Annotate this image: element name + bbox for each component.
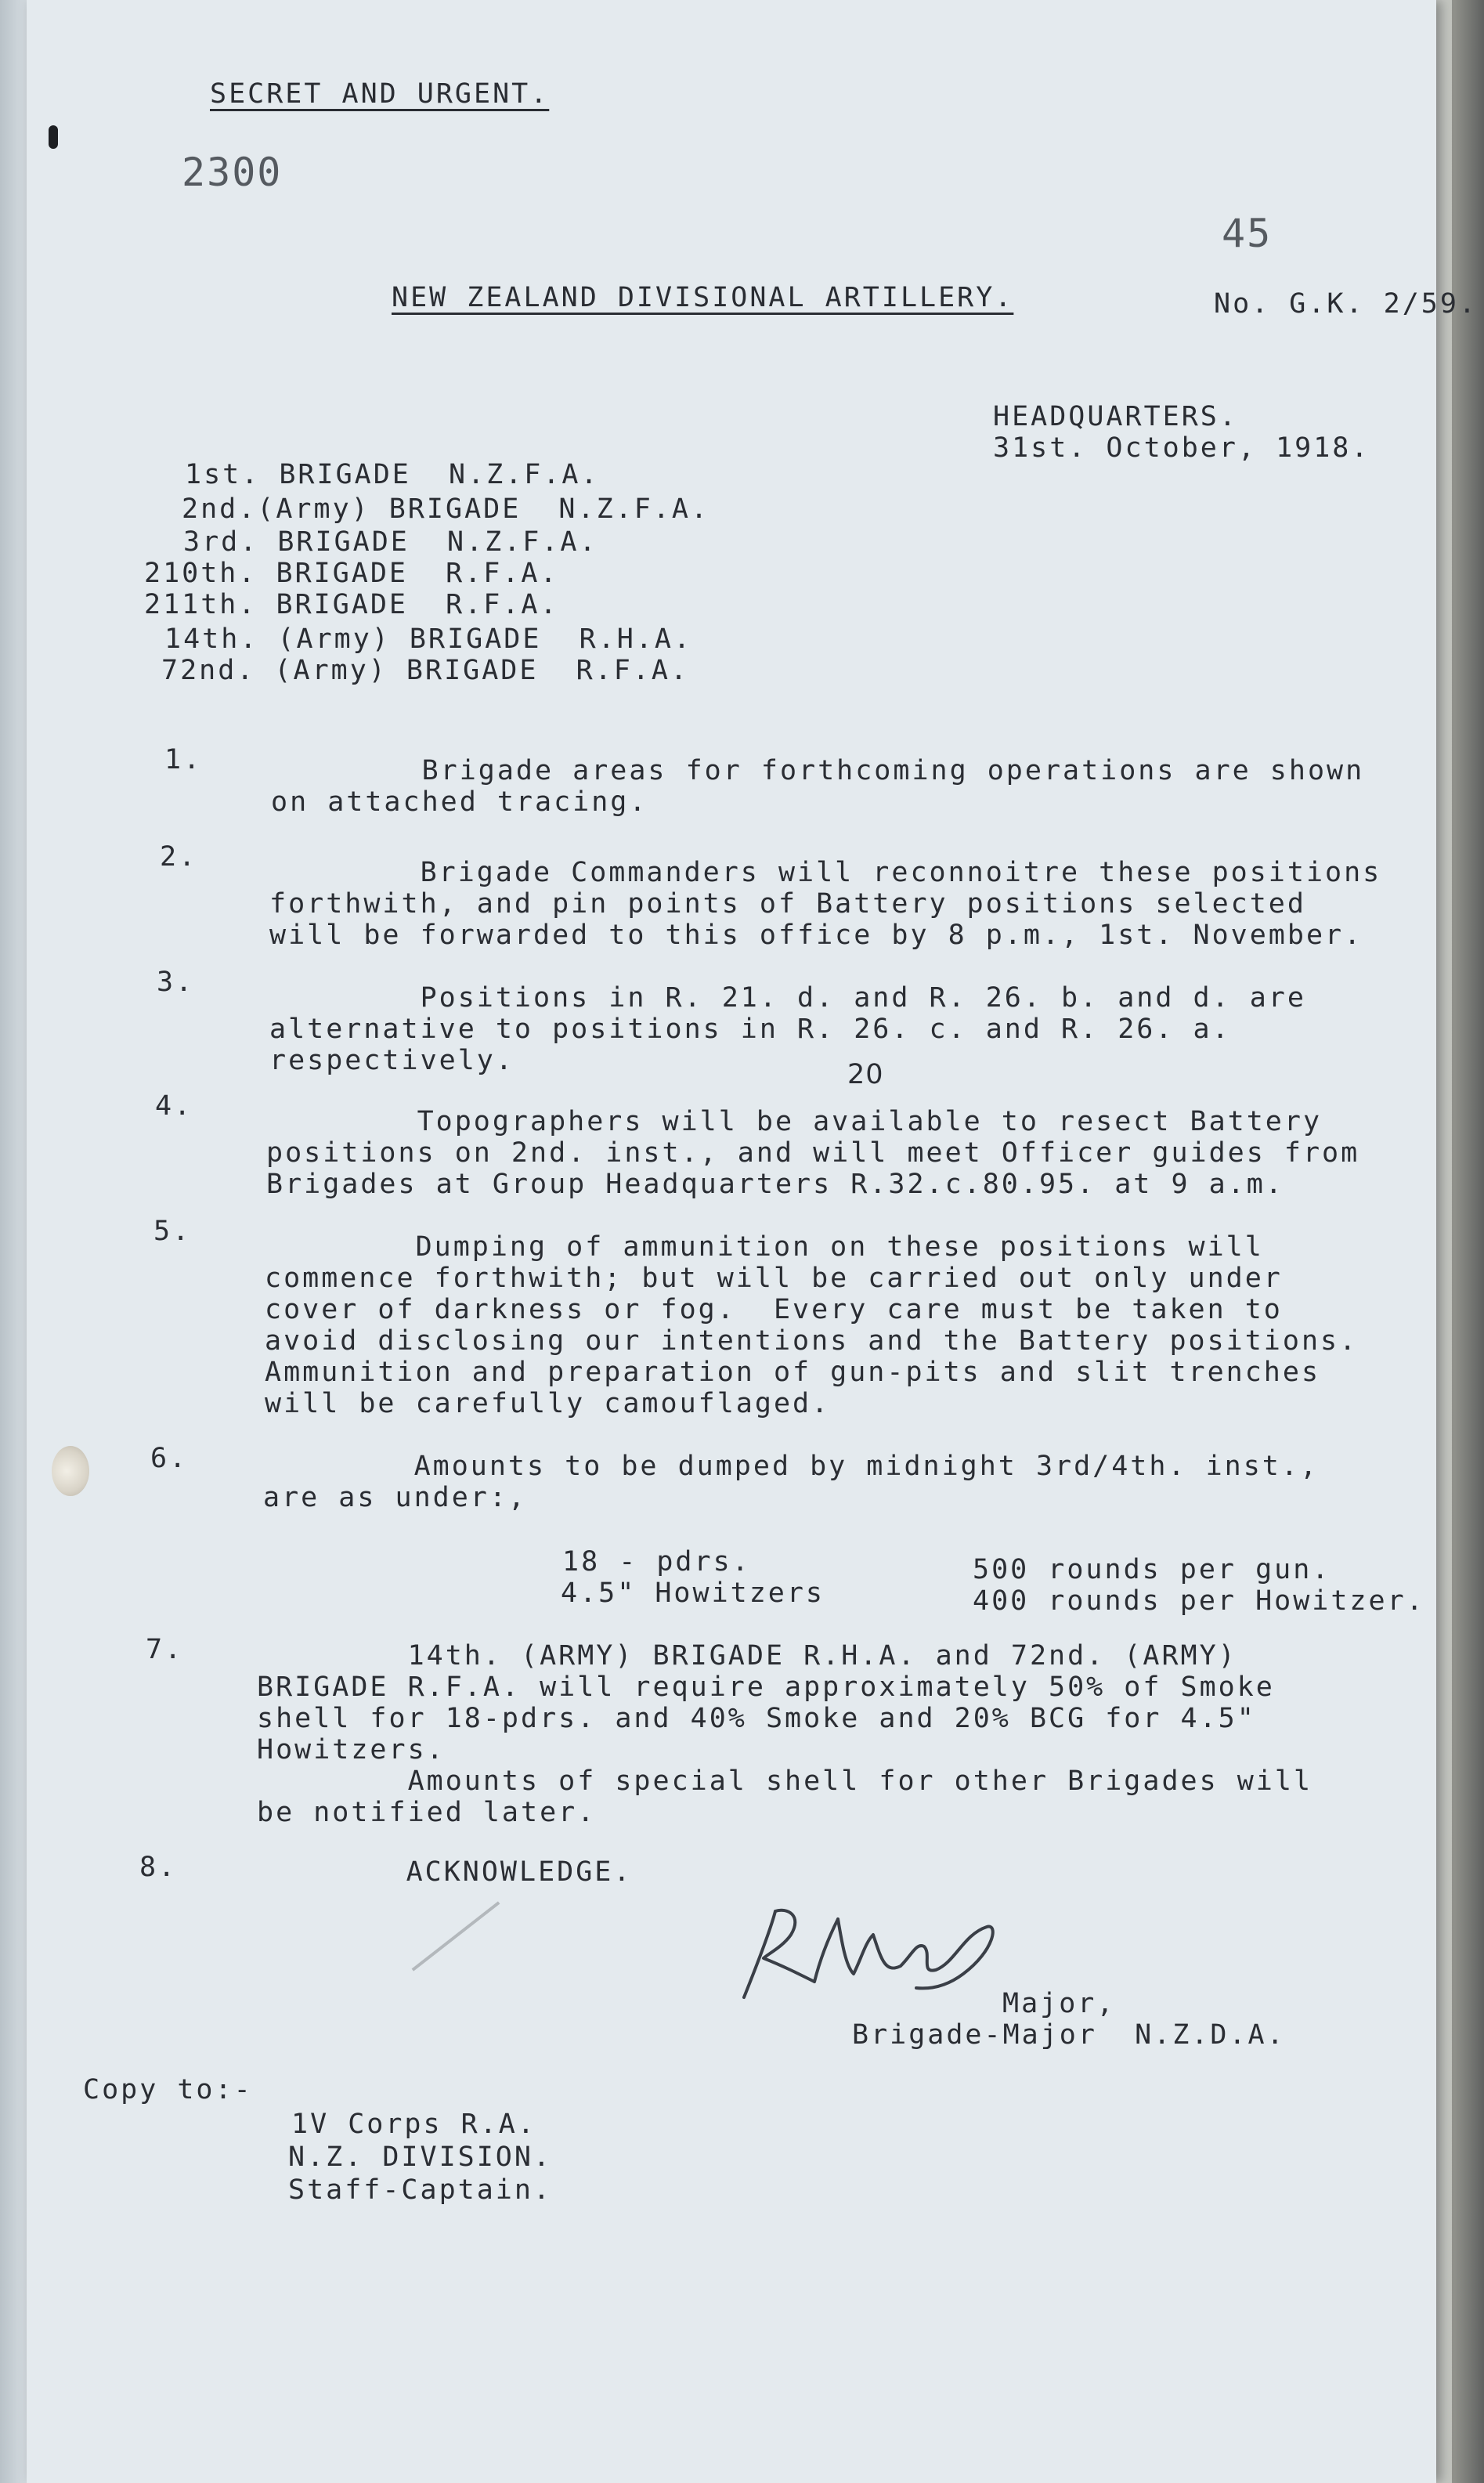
document-number: 2300 [182,150,283,195]
paragraph-number: 7. [146,1634,184,1665]
copy-recipient: 1V Corps R.A. [291,2109,536,2140]
paragraph-line: Brigades at Group Headquarters R.32.c.80.95. at 9 a.m. [266,1169,1284,1200]
addressee-item: 210th. BRIGADE R.F.A. [144,558,559,589]
paragraph-line: Brigade Commanders will reconnoitre these positions [269,857,1382,888]
paragraph-line: avoid disclosing our intentions and the Battery positions. [265,1325,1359,1357]
paragraph-line: Ammunition and preparation of gun-pits and slit trenches [265,1357,1321,1388]
page-number: 45 [1222,211,1273,256]
paragraph-line: Dumping of ammunition on these positions will [265,1231,1264,1263]
paragraph-line: forthwith, and pin points of Battery positions selected [269,888,1306,920]
paragraph-number: 2. [160,841,198,873]
paragraph-line: 14th. (ARMY) BRIGADE R.H.A. and 72nd. (ARMY) [257,1640,1237,1672]
handwritten-signature [728,1880,1010,2021]
paragraph-line: Positions in R. 21. d. and R. 26. b. and d. are [269,982,1306,1014]
copy-to-label: Copy to:- [83,2074,253,2105]
document-title: NEW ZEALAND DIVISIONAL ARTILLERY. [392,282,1014,313]
paragraph-line: Amounts of special shell for other Brigades will [257,1766,1313,1797]
paragraph-line: on attached tracing. [271,786,648,818]
paragraph-number: 3. [157,967,195,998]
paragraph-line: be notified later. [257,1797,597,1828]
copy-recipient: N.Z. DIVISION. [288,2141,553,2173]
addressee-item: 3rd. BRIGADE N.Z.F.A. [183,526,598,558]
ink-mark [49,125,58,149]
paragraph-line: BRIGADE R.F.A. will require approximately 50% of Smoke [257,1672,1275,1703]
addressee-item: 2nd.(Army) BRIGADE N.Z.F.A. [182,493,710,525]
addressee-item: 1st. BRIGADE N.Z.F.A. [185,459,600,490]
paragraph-number: 5. [153,1216,192,1247]
paragraph-line: shell for 18-pdrs. and 40% Smoke and 20% BCG for 4.5" [257,1703,1256,1734]
reference-number: No. G.K. 2/59. [1214,288,1479,320]
table-row-amount: 400 rounds per Howitzer. [973,1585,1425,1617]
copy-recipient: Staff-Captain. [288,2174,553,2206]
paragraph-line: are as under:, [263,1482,528,1513]
table-row-item: 4.5" Howitzers [561,1578,825,1609]
paragraph-line: positions on 2nd. inst., and will meet Officer guides from [266,1137,1360,1169]
paragraph-number: 6. [150,1443,189,1474]
table-row-amount: 500 rounds per gun. [973,1554,1331,1585]
paragraph-line: ACKNOWLEDGE. [255,1856,633,1888]
paragraph-number: 4. [155,1090,193,1122]
addressee-item: 14th. (Army) BRIGADE R.H.A. [164,623,693,655]
paragraph-line: commence forthwith; but will be carried out only under [265,1263,1283,1294]
classification-heading: SECRET AND URGENT. [210,78,550,110]
paragraph-line: alternative to positions in R. 26. c. and R. 26. a. [269,1014,1231,1045]
paragraph-number: 1. [164,744,203,775]
document-date: 31st. October, 1918. [993,432,1370,464]
paragraph-line: cover of darkness or fog. Every care must be taken to [265,1294,1283,1325]
signatory-rank: Major, [1002,1988,1116,2019]
paragraph-line: Brigade areas for forthcoming operations are shown [271,755,1365,786]
paragraph-line: Howitzers. [257,1734,446,1766]
paragraph-line: will be forwarded to this office by 8 p.m., 1st. November. [269,920,1363,951]
handwritten-correction: 20 [847,1059,884,1090]
signatory-appointment: Brigade-Major N.Z.D.A. [852,2019,1286,2051]
paragraph-line: will be carefully camouflaged. [265,1388,831,1419]
table-row-item: 18 - pdrs. [562,1546,751,1578]
headquarters-label: HEADQUARTERS. [993,401,1238,432]
paragraph-line: Amounts to be dumped by midnight 3rd/4th. inst., [263,1451,1320,1482]
addressee-item: 72nd. (Army) BRIGADE R.F.A. [161,655,690,686]
paragraph-line: Topographers will be available to resect Battery [266,1106,1323,1137]
paragraph-number: 8. [139,1852,178,1883]
paragraph-line: respectively. [269,1045,515,1076]
punch-hole [52,1446,89,1496]
addressee-item: 211th. BRIGADE R.F.A. [144,589,559,620]
